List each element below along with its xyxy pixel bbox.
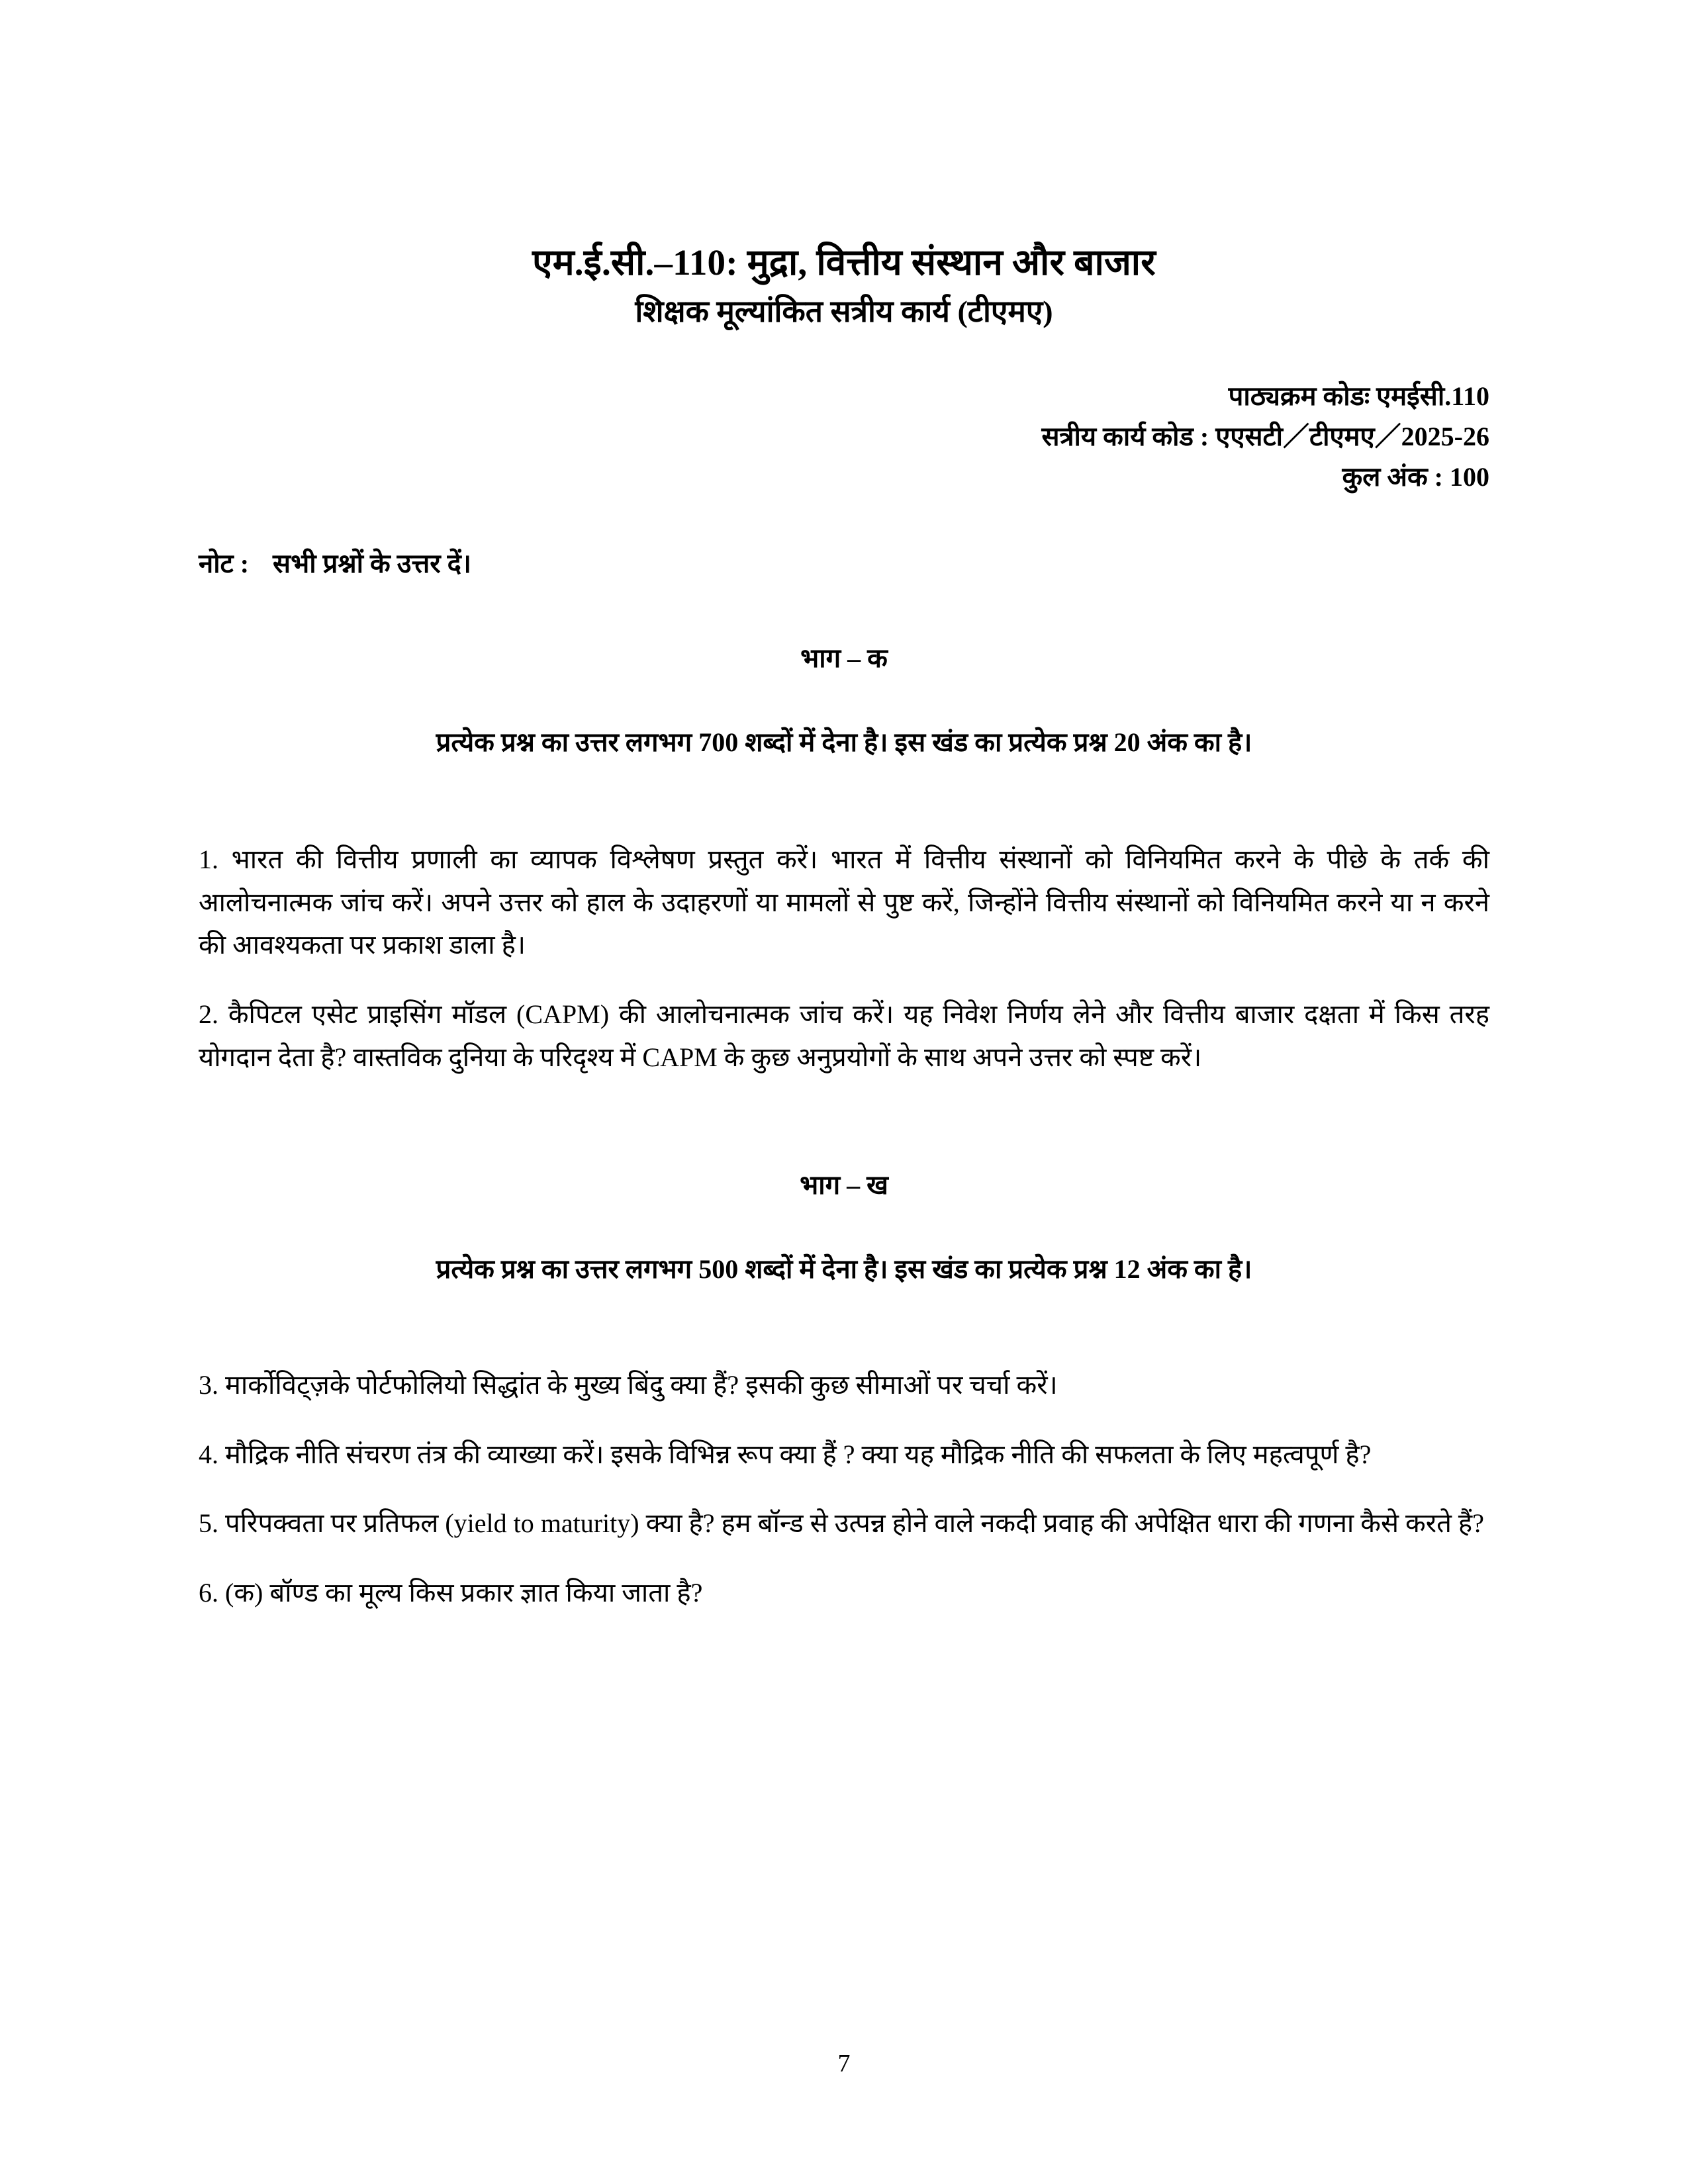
note-text: सभी प्रश्नों के उत्तर दें। — [273, 548, 472, 578]
question-item: 1. भारत की वित्तीय प्रणाली का व्यापक विश्लेषण प्रस्तुत करें। भारत में वित्तीय संस्थानों को विनियमित करने के पीछे के तर्क की आलोचनात्मक जांच करें। अपने उत्तर को हाल के उदाहरणों या मामलों से पुष्ट करें, जिन्होंने वित्तीय संस्थानों को विनियमित करने या न करने की आवश्यकता पर प्रकाश डाला है। — [199, 844, 1489, 960]
part-b-heading: भाग – ख — [800, 1169, 888, 1200]
question-item: 6. (क) बॉण्ड का मूल्य किस प्रकार ज्ञात किया जाता है? — [199, 1578, 703, 1608]
page-content — [199, 242, 1489, 1615]
course-code: पाठ्यक्रम कोडः एमईसी.110 — [1228, 381, 1489, 412]
part-a-heading: भाग – क — [800, 643, 888, 673]
part-b-question-list — [199, 1364, 1489, 1615]
assignment-code: सत्रीय कार्य कोड : एएसटी／टीएमए／2025-26 — [1041, 422, 1489, 452]
question-item: 2. कैपिटल एसेट प्राइसिंग मॉडल (CAPM) की आलोचनात्मक जांच करें। यह निवेश निर्णय लेने और वित्तीय बाजार दक्षता में किस तरह योगदान देता है? वास्तविक दुनिया के परिदृश्य में CAPM के कुछ अनुप्रयोगों के साथ अपने उत्तर को स्पष्ट करें। — [199, 999, 1489, 1072]
assignment-meta-block — [199, 377, 1489, 497]
page-title: एम.ई.सी.–110: मुद्रा, वित्तीय संस्थान और बाजार — [532, 242, 1156, 283]
part-a-instruction: प्रत्येक प्रश्न का उत्तर लगभग 700 शब्दों में देना है। इस खंड का प्रत्येक प्रश्न 20 अंक का है। — [436, 727, 1252, 757]
note-line — [199, 544, 1489, 580]
question-item: 5. परिपक्वता पर प्रतिफल (yield to maturity) क्या है? हम बॉन्ड से उत्पन्न होने वाले नकदी प्रवाह की अपेक्षित धारा की गणना कैसे करते हैं? — [199, 1508, 1484, 1539]
part-b-instruction: प्रत्येक प्रश्न का उत्तर लगभग 500 शब्दों में देना है। इस खंड का प्रत्येक प्रश्न 12 अंक का है। — [436, 1253, 1252, 1284]
part-a-question-list — [199, 839, 1489, 1079]
total-marks: कुल अंक : 100 — [1342, 461, 1489, 492]
title-block — [199, 242, 1489, 330]
page-subtitle: शिक्षक मूल्यांकित सत्रीय कार्य (टीएमए) — [635, 294, 1053, 328]
page-number: 7 — [837, 2050, 851, 2077]
note-label: नोट : — [199, 548, 250, 578]
question-item: 4. मौद्रिक नीति संचरण तंत्र की व्याख्या करें। इसके विभिन्न रूप क्या हैं ? क्या यह मौद्रिक नीति की सफलता के लिए महत्वपूर्ण है? — [199, 1439, 1372, 1469]
question-item: 3. मार्कोविट्ज़के पोर्टफोलियो सिद्धांत के मुख्य बिंदु क्या हैं? इसकी कुछ सीमाओं पर चर्चा करें। — [199, 1369, 1058, 1400]
